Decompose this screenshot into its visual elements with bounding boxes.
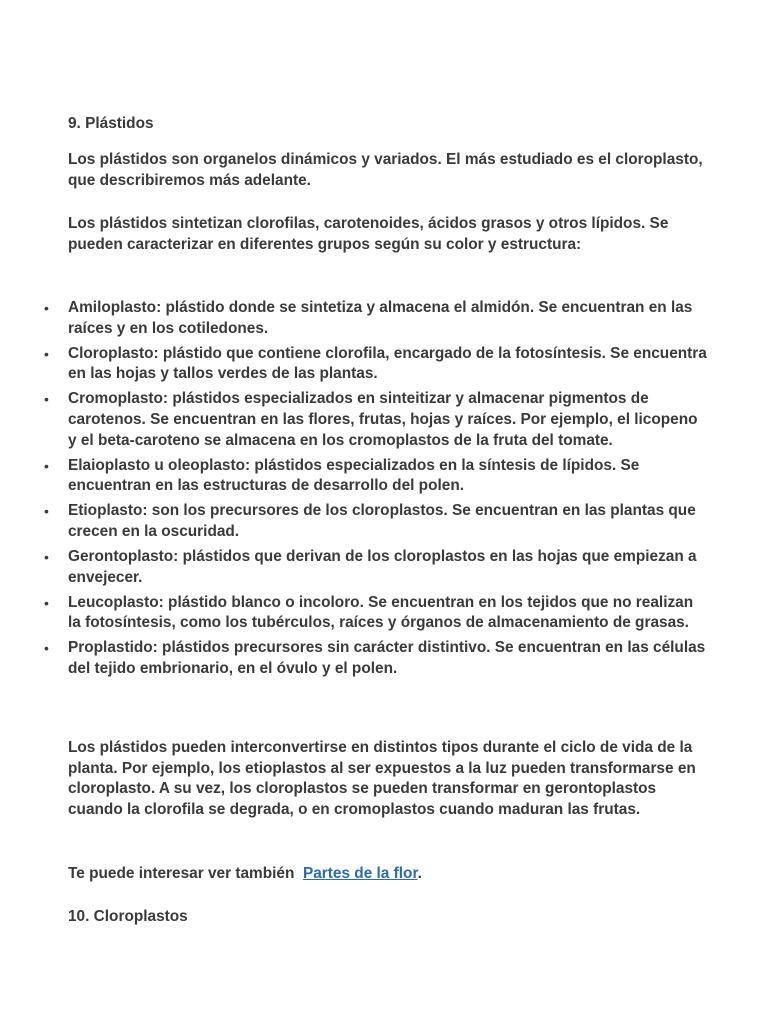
plastid-types-list bbox=[44, 298, 708, 684]
list-item-text: Cromoplasto: plástidos especializados en sinteitizar y almacenar pigmentos de carotenos. Se encuentran en las flores, frutas, hojas y raíces. Por ejemplo, el licopeno y el beta-caroteno se almacena en los cromoplastos de la fruta del tomate. bbox=[68, 390, 698, 449]
list-item-text: Leucoplasto: plástido blanco o incoloro. Se encuentran en los tejidos que no realizan la fotosíntesis, como los tubérculos, raíces y órganos de almacenamiento de grasas. bbox=[68, 593, 694, 632]
list-item-cromoplasto bbox=[44, 389, 708, 451]
bullet-marker: • bbox=[44, 594, 49, 611]
list-item-proplastido bbox=[44, 638, 708, 679]
list-item-text: Proplastido: plástidos precursores sin carácter distintivo. Se encuentran en las células del tejido embrionario, en el óvulo y el polen. bbox=[68, 639, 706, 677]
section-heading-cloroplastos: 10. Cloroplastos bbox=[68, 908, 188, 925]
bullet-marker: • bbox=[44, 549, 49, 566]
bullet-marker: • bbox=[44, 345, 49, 362]
list-item-text: Cloroplasto: plástido que contiene clorofila, encargado de la fotosíntesis. Se encuentra en las hojas y tallos verdes de las plantas. bbox=[68, 344, 707, 383]
list-item-etioplasto bbox=[44, 501, 708, 542]
function-paragraph: Los plástidos sintetizan clorofilas, carotenoides, ácidos grasos y otros lípidos. Se pueden caracterizar en diferentes grupos según su color y estructura: bbox=[68, 215, 669, 253]
intro-paragraph: Los plástidos son organelos dinámicos y variados. El más estudiado es el cloroplasto, que describiremos más adelante. bbox=[68, 151, 703, 189]
bullet-marker: • bbox=[44, 503, 49, 520]
see-also-suffix: . bbox=[417, 865, 422, 882]
see-also-link[interactable]: Partes de la flor bbox=[302, 865, 418, 882]
bullet-marker: • bbox=[44, 640, 49, 657]
bullet-marker: • bbox=[44, 391, 49, 408]
list-item-elaioplasto bbox=[44, 456, 708, 497]
bullet-marker: • bbox=[44, 457, 49, 474]
list-item-text: Etioplasto: son los precursores de los cloroplastos. Se encuentran en las plantas que crecen en la oscuridad. bbox=[68, 502, 696, 540]
list-item-amiloplasto bbox=[44, 298, 708, 339]
section-heading-plastidos: 9. Plástidos bbox=[68, 115, 154, 132]
see-also-line bbox=[68, 864, 708, 885]
see-also-prefix: Te puede interesar ver también bbox=[68, 865, 295, 882]
list-item-leucoplasto bbox=[44, 593, 708, 634]
list-item-cloroplasto bbox=[44, 344, 708, 385]
list-item-gerontoplasto bbox=[44, 547, 708, 588]
conversion-paragraph: Los plástidos pueden interconvertirse en distintos tipos durante el ciclo de vida de la planta. Por ejemplo, los etioplastos al ser expuestos a la luz pueden transformarse en cloroplasto. A su vez, los cloroplastos se pueden transformar en gerontoplastos cuando la clorofila se degrada, o en cromoplastos cuando maduran las frutas. bbox=[68, 739, 696, 818]
list-item-text: Gerontoplasto: plástidos que derivan de los cloroplastos en las hojas que empiezan a envejecer. bbox=[68, 548, 697, 586]
bullet-marker: • bbox=[44, 300, 49, 316]
list-item-text: Amiloplasto: plástido donde se sintetiza y almacena el almidón. Se encuentran en las raíces y en los cotiledones. bbox=[68, 299, 693, 337]
list-item-text: Elaioplasto u oleoplasto: plástidos especializados en la síntesis de lípidos. Se encuentran en las estructuras de desarrollo del polen. bbox=[68, 456, 640, 495]
